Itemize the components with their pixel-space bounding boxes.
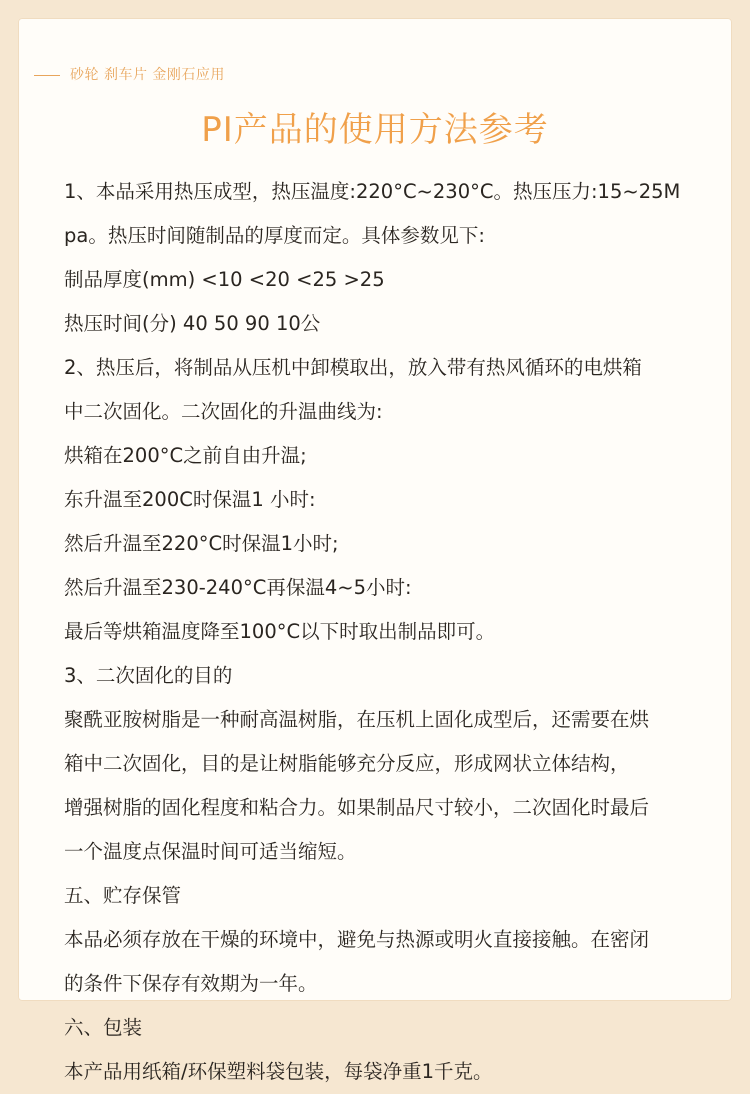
section-heading: 五、贮存保管: [64, 884, 182, 907]
text-line: 1、本品采用热压成型，热压温度:220°C~230°C。热压压力:15~25M: [64, 180, 681, 203]
document-body: [64, 170, 724, 1094]
section-heading: 3、二次固化的目的: [64, 664, 233, 687]
page-title: PI产品的使用方法参考: [201, 110, 549, 150]
text-line: pa。热压时间随制品的厚度而定。具体参数见下:: [64, 224, 485, 247]
text-line: 本产品用纸箱/环保塑料袋包装，每袋净重1千克。: [64, 1060, 493, 1083]
text-line: 聚酰亚胺树脂是一种耐高温树脂，在压机上固化成型后，还需要在烘: [64, 708, 650, 731]
tagline: [34, 64, 225, 84]
text-line: 2、热压后，将制品从压机中卸模取出，放入带有热风循环的电烘箱: [64, 356, 642, 379]
text-line: 的条件下保存有效期为一年。: [64, 972, 318, 995]
text-line: 本品必须存放在干燥的环境中，避免与热源或明火直接接触。在密闭: [64, 928, 650, 951]
text-line: 最后等烘箱温度降至100°C以下时取出制品即可。: [64, 620, 496, 643]
text-line: 箱中二次固化，目的是让树脂能够充分反应，形成网状立体结构，: [64, 752, 630, 775]
tagline-text: 砂轮 刹车片 金刚石应用: [70, 67, 225, 83]
text-line: 东升温至200C时保温1 小时:: [64, 488, 316, 511]
text-line: 然后升温至230-240°C再保温4~5小时:: [64, 576, 412, 599]
text-line: 制品厚度(mm) <10 <20 <25 >25: [64, 268, 385, 291]
text-line: 烘箱在200°C之前自由升温;: [64, 444, 307, 467]
text-line: 热压时间(分) 40 50 90 10公: [64, 312, 321, 335]
text-line: 然后升温至220°C时保温1小时;: [64, 532, 339, 555]
text-line: 一个温度点保温时间可适当缩短。: [64, 840, 357, 863]
tagline-dash: [34, 75, 60, 76]
text-line: 增强树脂的固化程度和粘合力。如果制品尺寸较小，二次固化时最后: [64, 796, 650, 819]
text-line: 中二次固化。二次固化的升温曲线为:: [64, 400, 383, 423]
section-heading: 六、包装: [64, 1016, 143, 1039]
